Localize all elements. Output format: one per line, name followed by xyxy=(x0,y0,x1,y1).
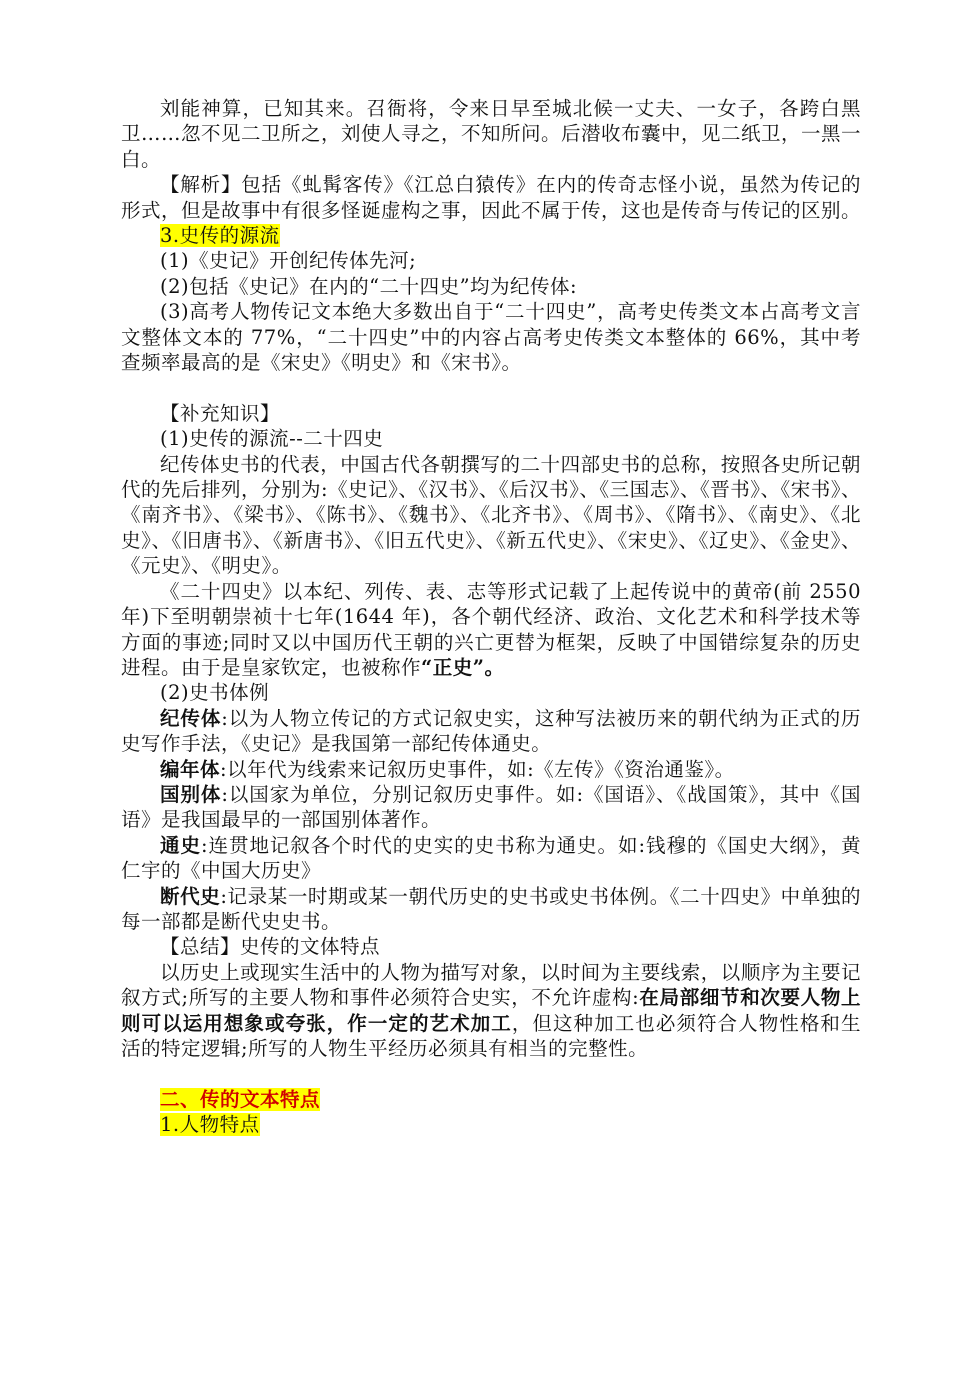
type-term: 纪传体 xyxy=(160,706,222,730)
type-duandaishi xyxy=(121,884,861,935)
type-desc: :以为人物立传记的方式记叙史实，这种写法被历来的朝代纳为正式的历史写作手法，《史记》是我国第一部纪传体通史。 xyxy=(121,706,861,756)
summary-text-bold: 在局部细节和次要人物上则可以运用想象或夸张，作一定的艺术加工 xyxy=(121,986,861,1035)
analysis-paragraph: 【解析】包括《虬髯客传》《江总白猿传》在内的传奇志怪小说，虽然为传记的形式，但是故事中有很多怪诞虚构之事，因此不属于传，这也是传奇与传记的区别。 xyxy=(121,173,862,222)
para2-text: 《二十四史》以本纪、列传、表、志等形式记载了上起传说中的黄帝(前 2550 年)下至明朝崇祯十七年(1644 年)，各个朝代经济、政治、文化艺术和科学技术等方面的事迹;同时又以中国历代王朝的兴亡更替为框架，反映了中国错综复杂的历史进程。由于是皇家钦定，也被称作 xyxy=(121,579,861,679)
type-term: 断代史 xyxy=(160,884,221,908)
type-biannianti xyxy=(121,757,861,782)
summary-paragraph xyxy=(121,960,861,1062)
document-body xyxy=(121,96,861,1138)
spacer xyxy=(121,1061,861,1086)
supplement-subheading-2: (2)史书体例 xyxy=(160,681,270,705)
supplement-subheading-1: (1)史传的源流--二十四史 xyxy=(160,427,384,451)
section2-heading: 二、传的文本特点 xyxy=(160,1087,321,1111)
type-jizhuanti xyxy=(121,706,861,757)
section3-heading-line xyxy=(121,223,861,248)
type-guobieti xyxy=(121,782,861,833)
type-desc: :以国家为单位，分别记叙历史事件。如:《国语》、《战国策》，其中《国语》是我国最早的一部国别体著作。 xyxy=(121,782,861,832)
para2-end: 。 xyxy=(484,655,505,679)
summary-heading: 【总结】史传的文体特点 xyxy=(160,935,381,959)
supplement-paragraph-2 xyxy=(121,579,861,681)
spacer xyxy=(121,375,861,400)
summary-text-b: ，但这种加工也必须符合人物性格和生活的特定逻辑;所写的人物生平经历必须具有相当的完整性。 xyxy=(121,1011,861,1061)
type-desc: :以年代为线索来记叙历史事件，如:《左传》《资治通鉴》。 xyxy=(220,757,735,781)
section2-subheading: 1.人物特点 xyxy=(160,1113,260,1137)
supplement-heading: 【补充知识】 xyxy=(160,401,281,425)
type-term: 国别体 xyxy=(160,782,222,806)
type-desc: :记录某一时期或某一朝代历史的史书或史书体例。《二十四史》中单独的每一部都是断代史史书。 xyxy=(121,884,861,933)
section3-item-1: (1)《史记》开创纪传体先河; xyxy=(160,249,417,273)
section2-heading-line xyxy=(121,1087,861,1112)
section2-sub-line xyxy=(121,1112,861,1137)
section3-item-2: (2)包括《史记》在内的“二十四史”均为纪传体: xyxy=(160,274,578,298)
supplement-paragraph-1: 纪传体史书的代表，中国古代各朝撰写的二十四部史书的总称，按照各史所记朝代的先后排列，分别为:《史记》、《汉书》、《后汉书》、《三国志》、《晋书》、《宋书》、《南齐书》、《梁书》、《陈书》、《魏书》、《北齐书》、《周书》、《隋书》、《南史》、《北史》、《旧唐书》、《新唐书》、《旧五代史》、《新五代史》、《宋史》、《辽史》、《金史》、《元史》、《明史》。 xyxy=(121,452,861,578)
type-term: 编年体 xyxy=(160,757,221,781)
type-tongshi xyxy=(121,833,861,884)
section3-item-3: (3)高考人物传记文本绝大多数出自于“二十四史”，高考史传类文本占高考文言文整体文本的 77%，“二十四史”中的内容占高考史传类文本整体的 66%，其中考查频率最高的是《宋史》《明史》和《宋书》。 xyxy=(121,300,861,375)
summary-text-a: 以历史上或现实生活中的人物为描写对象，以时间为主要线索，以顺序为主要记叙方式;所写的主要人物和事件必须符合史实，不允许虚构: xyxy=(121,960,861,1010)
para2-bold: “正史” xyxy=(421,655,485,679)
section3-heading: 3.史传的源流 xyxy=(160,224,280,248)
story-paragraph: 刘能神算，已知其来。召衙将，令来日早至城北候一丈夫、一女子，各跨白黑卫……忽不见二卫所之，刘使人寻之，不知所问。后潜收布囊中，见二纸卫，一黑一白。 xyxy=(121,97,862,171)
type-term: 通史 xyxy=(160,833,201,857)
type-desc: :连贯地记叙各个时代的史实的史书称为通史。如:钱穆的《国史大纲》，黄仁宇的《中国大历史》 xyxy=(121,833,861,883)
